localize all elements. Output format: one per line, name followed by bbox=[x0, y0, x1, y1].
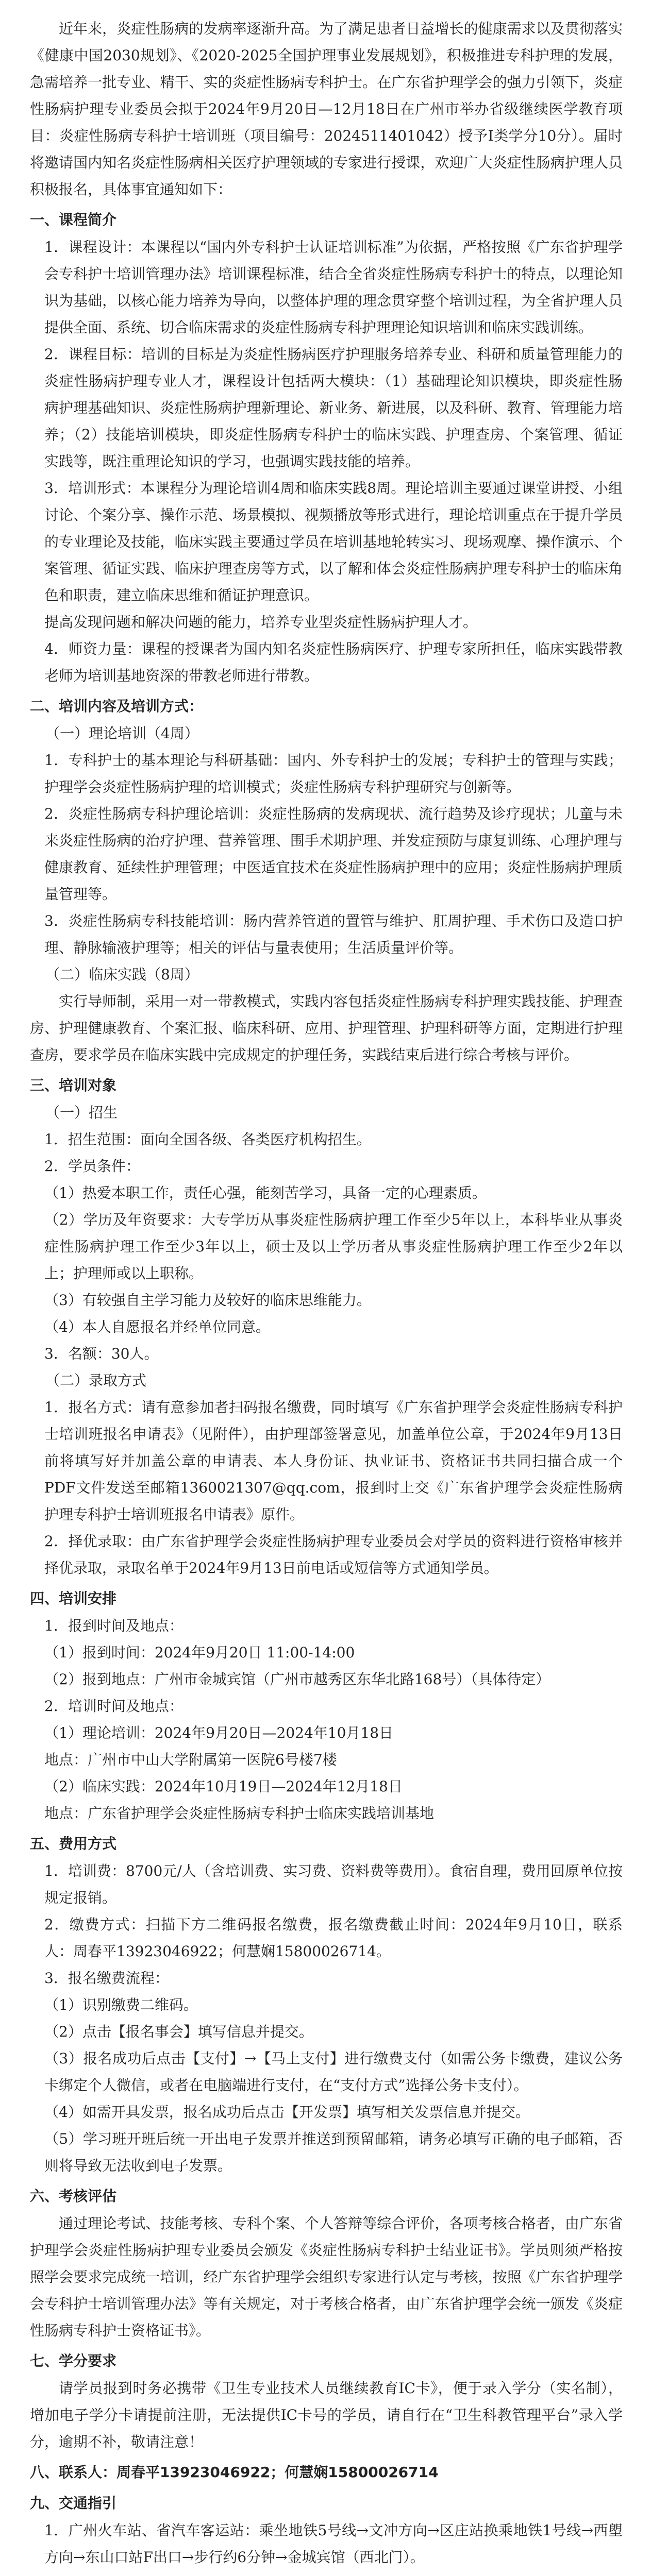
list-item: （2）临床实践：2024年10月19日—2024年12月18日 bbox=[44, 1778, 403, 1795]
list-item: （4）本人自愿报名并经单位同意。 bbox=[44, 1318, 270, 1335]
list-item: 3．名额：30人。 bbox=[44, 1345, 159, 1362]
list-item: （1）报到时间：2024年9月20日 11:00-14:00 bbox=[44, 1644, 355, 1661]
list-item: （2）报到地点：广州市金城宾馆（广州市越秀区东华北路168号）（具体待定） bbox=[44, 1671, 550, 1688]
content-section bbox=[30, 720, 623, 1069]
notice-document bbox=[30, 15, 623, 2576]
list-item: 实行导师制，采用一对一带教模式，实践内容包括炎症性肠病专科护理实践技能、护理查房、护理健康教育、个案汇报、临床科研、应用、护理管理、护理科研等方面，定期进行护理查房，要求学员在临床实践中完成规定的护理任务，实践结束后进行综合考核与评价。 bbox=[30, 993, 623, 1063]
section-heading: 六、考核评估 bbox=[30, 2188, 117, 2205]
list-item: 1．专科护士的基本理论与科研基础：国内、外专科护士的发展；专科护士的管理与实践；护理学会炎症性肠病护理的培训模式；炎症性肠病专科护理研究与创新等。 bbox=[44, 752, 623, 795]
list-item: （2）点击【报名事会】填写信息并提交。 bbox=[44, 2023, 313, 2040]
paragraph: 近年来，炎症性肠病的发病率逐渐升高。为了满足患者日益增长的健康需求以及贯彻落实《健康中国2030规划》、《2020-2025全国护理事业发展规划》，积极推进专科护理的发展，急需培养一批专业、精干、实的炎症性肠病专科护士。在广东省护理学会的强力引领下，炎症性肠病护理专业委员会拟于2024年9月20日—12月18日在广州市举办省级继续医学教育项目：炎症性肠病专科护士培训班（项目编号：2024511401042）授予Ⅰ类学分10分）。届时将邀请国内知名炎症性肠病相关医疗护理领域的专家进行授课，欢迎广大炎症性肠病护理人员积极报名，具体事宜通知如下： bbox=[30, 20, 623, 198]
fees-section bbox=[30, 1858, 623, 2179]
section-heading: 五、费用方式 bbox=[30, 1835, 117, 1852]
intro-section bbox=[30, 15, 623, 203]
transport-section bbox=[30, 2517, 623, 2576]
schedule-section bbox=[30, 1613, 623, 1827]
subsection-heading: （二）临床实践（8周） bbox=[45, 966, 199, 983]
course-section bbox=[30, 234, 623, 689]
list-item: 地点：广东省护理学会炎症性肠病专科护士临床实践培训基地 bbox=[44, 1805, 435, 1822]
target-section bbox=[30, 1099, 623, 1582]
paragraph: 2．课程目标：培训的目标是为炎症性肠病医疗护理服务培养专业、科研和质量管理能力的炎症性肠病护理专业人才，课程设计包括两大模块：（1）基础理论知识模块，即炎症性肠病护理基础知识、炎症性肠病护理新理论、新业务、新进展，以及科研、教育、管理能力培养；（2）技能培训模块，即炎症性肠病专科护士的临床实践、护理查房、个案管理、循证实践等，既注重理论知识的学习，也强调实践技能的培养。 bbox=[44, 346, 623, 470]
list-item: 1．报到时间及地点： bbox=[44, 1617, 183, 1634]
subsection-heading: （二）录取方式 bbox=[45, 1372, 147, 1389]
paragraph: 1．广州火车站、省汽车客运站：乘坐地铁5号线→文冲方向→区庄站换乘地铁1号线→西塱方向→东山口站F出口→步行约6分钟→金城宾馆（西北门）。 bbox=[44, 2522, 623, 2566]
list-item: 2．培训时间及地点： bbox=[44, 1698, 183, 1715]
section-heading: 七、学分要求 bbox=[30, 2352, 117, 2369]
list-item: （5）学习班开班后统一开出电子发票并推送到预留邮箱，请务必填写正确的电子邮箱，否则将导致无法收到电子发票。 bbox=[44, 2130, 623, 2174]
list-item: 1．培训费：8700元/人（含培训费、实习费、资料费等费用）。食宿自理，费用回原单位按规定报销。 bbox=[44, 1862, 623, 1906]
list-item: 1．报名方式：请有意参加者扫码报名缴费，同时填写《广东省护理学会炎症性肠病专科护士培训班报名申请表》（见附件），由护理部签署意见，加盖单位公章，于2024年9月13日前将填写好并加盖公章的申请表、本人身份证、执业证书、资格证书共同扫描合成一个PDF文件发送至邮箱1360021307@qq.com，报到时上交《广东省护理学会炎症性肠病护理专科护士培训班报名申请表》原件。 bbox=[44, 1399, 623, 1523]
assessment-section bbox=[30, 2210, 623, 2344]
paragraph: 请学员报到时务必携带《卫生专业技术人员继续教育IC卡》，便于录入学分（实名制），增加电子学分卡请提前注册，无法提供IC卡号的学员，请自行在“卫生科教管理平台”录入学分，逾期不补，敬请注意！ bbox=[30, 2380, 623, 2450]
list-item: 2．炎症性肠病专科护理论培训：炎症性肠病的发病现状、流行趋势及诊疗现状；儿童与未来炎症性肠病的治疗护理、营养管理、围手术期护理、并发症预防与康复训练、心理护理与健康教育、延续性护理管理；中医适宜技术在炎症性肠病护理中的应用；炎症性肠病护理质量管理等。 bbox=[44, 805, 623, 903]
list-item: 1．招生范围：面向全国各级、各类医疗机构招生。 bbox=[44, 1131, 371, 1148]
paragraph: 1．课程设计：本课程以“国内外专科护士认证培训标准”为依据，严格按照《广东省护理学会专科护士培训管理办法》培训课程标准，结合全省炎症性肠病专科护士的特点，以理论知识为基础，以核心能力培养为导向，以整体护理的理念贯穿整个培训过程，为全省护理人员提供全面、系统、切合临床需求的炎症性肠病专科护理理论知识培训和临床实践训练。 bbox=[44, 239, 623, 336]
section-heading: 四、培训安排 bbox=[30, 1590, 117, 1607]
list-item: （1）热爱本职工作，责任心强，能刻苦学习，具备一定的心理素质。 bbox=[44, 1184, 487, 1201]
list-item: （3）报名成功后点击【支付】→【马上支付】进行缴费支付（如需公务卡缴费，建议公务卡绑定个人微信，或者在电脑端进行支付，在“支付方式”选择公务卡支付）。 bbox=[44, 2050, 623, 2094]
list-item: （3）有较强自主学习能力及较好的临床思维能力。 bbox=[44, 1292, 371, 1309]
subsection-heading: （一）招生 bbox=[45, 1104, 118, 1121]
section-heading: 三、培训对象 bbox=[30, 1077, 117, 1094]
list-item: （1）理论培训：2024年9月20日—2024年10月18日 bbox=[44, 1724, 394, 1741]
list-item: （2）学历及年资要求：大专学历从事炎症性肠病护理工作至少5年以上，本科毕业从事炎症性肠病护理工作至少3年以上，硕士及以上学历者从事炎症性肠病护理工作至少2年以上；护理师或以上职称。 bbox=[44, 1211, 623, 1282]
credits-section bbox=[30, 2375, 623, 2455]
section-heading: 二、培训内容及培训方式： bbox=[30, 698, 204, 715]
paragraph: 提高发现问题和解决问题的能力，培养专业型炎症性肠病护理人才。 bbox=[44, 614, 478, 631]
list-item: 地点：广州市中山大学附属第一医院6号楼7楼 bbox=[44, 1751, 337, 1768]
list-item: 3．炎症性肠病专科技能培训：肠内营养管道的置管与维护、肛周护理、手术伤口及造口护理、静脉输液护理等；相关的评估与量表使用；生活质量评价等。 bbox=[44, 912, 623, 956]
paragraph bbox=[30, 2571, 623, 2576]
paragraph: 3．培训形式：本课程分为理论培训4周和临床实践8周。理论培训主要通过课堂讲授、小组讨论、个案分享、操作示范、场景模拟、视频播放等形式进行，理论培训重点在于提升学员的专业理论及技能，临床实践主要通过学员在培训基地轮转实习、现场观摩、操作演示、个案管理、循证实践、临床护理查房等方式，以了解和体会炎症性肠病护理专科护士的临床角色和职责，建立临床思维和循证护理意识。 bbox=[44, 480, 623, 604]
paragraph: 通过理论考试、技能考核、专科个案、个人答辩等综合评价，各项考核合格者，由广东省护理学会炎症性肠病护理专业委员会颁发《炎症性肠病专科护士结业证书》。学员则须严格按照学会要求完成统一培训，经广东省护理学会组织专家进行认定与考核，按照《广东省护理学会专科护士培训管理办法》等有关规定，对于考核合格者，由广东省护理学会统一颁发《炎症性肠病专科护士资格证书》。 bbox=[30, 2215, 623, 2339]
list-item: （1）识别缴费二维码。 bbox=[44, 1996, 198, 2013]
subsection-heading: （一）理论培训（4周） bbox=[45, 725, 199, 742]
section-heading: 一、课程简介 bbox=[30, 211, 117, 228]
list-item: 2．择优录取：由广东省护理学会炎症性肠病护理专业委员会对学员的资料进行资格审核并择优录取，录取名单于2024年9月13日前电话或短信等方式通知学员。 bbox=[44, 1533, 623, 1577]
contact-heading: 八、联系人：周春平13923046922；何慧娴15800026714 bbox=[30, 2464, 439, 2481]
list-item: 3．报名缴费流程： bbox=[44, 1970, 169, 1987]
paragraph: 4．师资力量：课程的授课者为国内知名炎症性肠病医疗、护理专家所担任，临床实践带教老师为培训基地资深的带教老师进行带教。 bbox=[44, 640, 623, 684]
list-item: 2．学员条件： bbox=[44, 1158, 140, 1175]
list-item: （4）如需开具发票，报名成功后点击【开发票】填写相关发票信息并提交。 bbox=[44, 2104, 530, 2121]
list-item: 2．缴费方式：扫描下方二维码报名缴费，报名缴费截止时间：2024年9月10日，联系人：周春平13923046922；何慧娴15800026714。 bbox=[44, 1916, 623, 1960]
section-heading: 九、交通指引 bbox=[30, 2495, 117, 2512]
